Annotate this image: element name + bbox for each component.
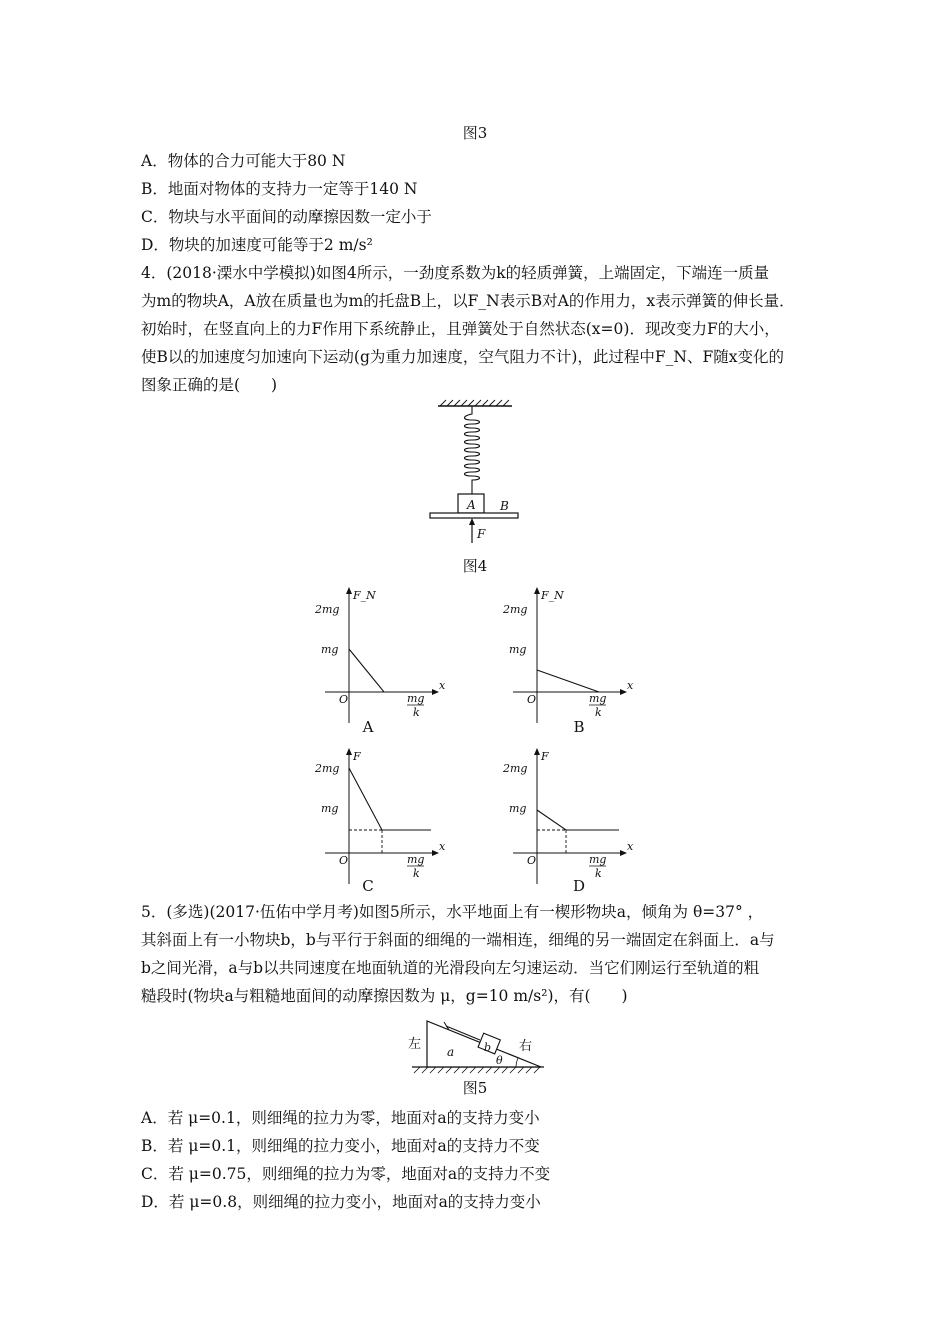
graph-d-label: D — [572, 877, 586, 895]
svg-text:O: O — [339, 854, 349, 867]
q4-line-5: 图象正确的是( ) — [141, 376, 278, 394]
svg-text:2mg: 2mg — [503, 762, 528, 775]
q5-line-4: 糙段时(物块a与粗糙地面间的动摩擦因数为 μ，g=10 m/s²)，有( ) — [141, 987, 628, 1005]
svg-text:mg: mg — [509, 643, 527, 656]
q5-option-c: C．若 μ=0.75，则细绳的拉力为零，地面对a的支持力不变 — [141, 1165, 551, 1183]
ceiling-hatch — [440, 400, 509, 406]
q3-option-a: A．物体的合力可能大于80 N — [141, 152, 346, 170]
graph-b-label: B — [573, 718, 585, 736]
q5-line-1: 5．(多选)(2017·伍佑中学月考)如图5所示，水平地面上有一楔形物块a，倾角为 θ=37° ， — [141, 903, 764, 921]
q5-option-a: A．若 μ=0.1，则细绳的拉力为零，地面对a的支持力变小 — [141, 1109, 540, 1127]
svg-text:F: F — [353, 750, 361, 763]
force-f-label: F — [477, 527, 486, 541]
svg-text:k: k — [413, 706, 420, 719]
q4-line-3: 初始时，在竖直向上的力F作用下系统静止，且弹簧处于自然状态(x=0)．现改变力F的大小， — [141, 320, 780, 338]
spring — [465, 406, 480, 494]
svg-text:F_N: F_N — [541, 589, 564, 602]
q5-option-b: B．若 μ=0.1，则细绳的拉力变小，地面对a的支持力不变 — [141, 1137, 540, 1155]
fig4-diagram — [420, 400, 530, 550]
graph-a-curve — [349, 649, 384, 692]
svg-text:k: k — [413, 867, 420, 880]
ground-hatch — [414, 1067, 540, 1073]
svg-text:O: O — [339, 693, 349, 706]
tray-b-label: B — [500, 499, 509, 513]
block-a-label: A — [467, 498, 476, 512]
svg-text:k: k — [595, 867, 602, 880]
graph-a-label: A — [362, 718, 374, 736]
fig5-caption: 图5 — [462, 1079, 488, 1097]
svg-text:k: k — [595, 706, 602, 719]
svg-text:F: F — [541, 750, 549, 763]
graph-c-label: C — [362, 877, 374, 895]
graph-b — [493, 583, 643, 733]
graph-d — [493, 744, 643, 894]
q5-option-d: D．若 μ=0.8，则细绳的拉力变小，地面对a的支持力变小 — [141, 1193, 541, 1211]
right-label: 右 — [519, 1039, 533, 1054]
block-b-label: b — [484, 1041, 492, 1054]
q5-line-3: b之间光滑，a与b以共同速度在地面轨道的光滑段向左匀速运动．当它们刚运行至轨道的粗 — [141, 959, 760, 977]
svg-text:mg: mg — [589, 692, 607, 705]
angle-label: θ — [496, 1054, 503, 1067]
svg-text:x: x — [627, 840, 634, 853]
fig3-caption: 图3 — [462, 124, 488, 142]
svg-text:mg: mg — [321, 643, 339, 656]
q3-option-b: B．地面对物体的支持力一定等于140 N — [141, 180, 418, 198]
svg-text:mg: mg — [407, 853, 425, 866]
q4-line-1: 4．(2018·溧水中学模拟)如图4所示，一劲度系数为k的轻质弹簧，上端固定，下端连一质量 — [141, 264, 770, 282]
q4-line-2: 为m的物块A，A放在质量也为m的托盘B上，以F_N表示B对A的作用力，x表示弹簧的伸长量． — [141, 292, 795, 310]
wedge-a-label: a — [447, 1045, 455, 1059]
svg-text:mg: mg — [589, 853, 607, 866]
svg-text:2mg: 2mg — [503, 603, 528, 616]
graph-c — [305, 744, 455, 894]
svg-text:O: O — [527, 854, 537, 867]
q5-line-2: 其斜面上有一小物块b，b与平行于斜面的细绳的一端相连，细绳的另一端固定在斜面上．a与 — [141, 931, 775, 949]
q4-line-4: 使B以的加速度匀加速向下运动(g为重力加速度，空气阻力不计)，此过程中F_N、F随x变化的 — [141, 348, 784, 366]
svg-text:mg: mg — [407, 692, 425, 705]
fig5-diagram — [400, 1012, 550, 1077]
svg-text:x: x — [627, 679, 634, 692]
graph-d-curve — [537, 810, 619, 830]
fig4-caption: 图4 — [462, 557, 488, 575]
q3-option-d: D．物块的加速度可能等于2 m/s² — [141, 236, 373, 254]
svg-text:2mg: 2mg — [315, 762, 340, 775]
svg-text:O: O — [527, 693, 537, 706]
left-label: 左 — [408, 1037, 422, 1052]
tray-b — [430, 513, 518, 518]
svg-text:2mg: 2mg — [315, 603, 340, 616]
graph-a — [305, 583, 455, 733]
q3-option-c: C．物块与水平面间的动摩擦因数一定小于 — [141, 208, 432, 226]
svg-text:x: x — [439, 679, 446, 692]
svg-text:mg: mg — [321, 802, 339, 815]
svg-text:x: x — [439, 840, 446, 853]
svg-text:mg: mg — [509, 802, 527, 815]
svg-text:F_N: F_N — [353, 589, 376, 602]
graph-b-curve — [537, 670, 599, 692]
graph-c-curve — [349, 768, 431, 830]
